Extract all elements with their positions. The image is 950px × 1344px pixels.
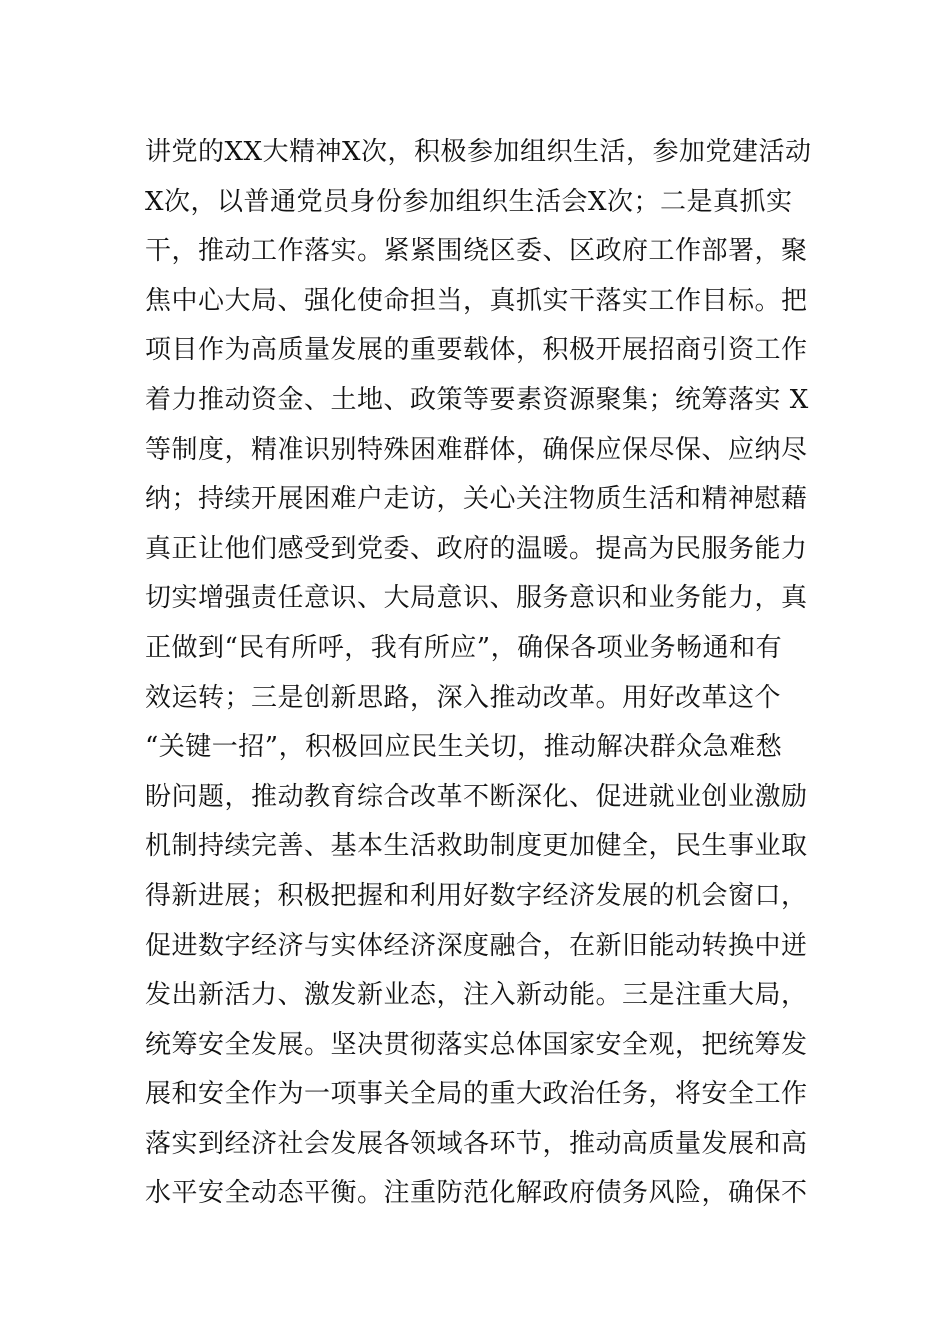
text-line-20: 展和安全作为一项事关全局的重大政治任务，将安全工作 [145, 1079, 808, 1110]
text-line-5: 项目作为高质量发展的重要载体，积极开展招商引资工作 [145, 335, 808, 366]
text-line-12: 效运转；三是创新思路，深入推动改革。用好改革这个 [145, 682, 782, 713]
text-line-22: 水平安全动态平衡。注重防范化解政府债务风险，确保不 [145, 1178, 808, 1209]
text-line-7: 等制度，精准识别特殊困难群体，确保应保尽保、应纳尽 [145, 434, 808, 465]
text-line-3: 干，推动工作落实。紧紧围绕区委、区政府工作部署，聚 [145, 236, 808, 267]
text-line-8: 纳；持续开展困难户走访，关心关注物质生活和精神慰藉 [145, 484, 808, 515]
text-line-11: 正做到“民有所呼，我有所应”，确保各项业务畅通和有 [145, 632, 783, 663]
text-line-6: 着力推动资金、土地、政策等要素资源聚集；统筹落实 X [145, 384, 809, 415]
text-line-19: 统筹安全发展。坚决贯彻落实总体国家安全观，把统筹发 [145, 1029, 808, 1060]
text-line-10: 切实增强责任意识、大局意识、服务意识和业务能力，真 [145, 583, 808, 614]
text-line-17: 促进数字经济与实体经济深度融合，在新旧能动转换中迸 [145, 930, 808, 961]
body-text [145, 128, 815, 1219]
text-line-16: 得新进展；积极把握和利用好数字经济发展的机会窗口， [145, 880, 808, 911]
text-line-14: 盼问题，推动教育综合改革不断深化、促进就业创业激励 [145, 781, 808, 812]
text-line-9: 真正让他们感受到党委、政府的温暖。提高为民服务能力 [145, 533, 808, 564]
text-line-2: X次，以普通党员身份参加组织生活会X次；二是真抓实 [145, 186, 793, 217]
text-line-18: 发出新活力、激发新业态，注入新动能。三是注重大局， [145, 980, 808, 1011]
text-line-1: 讲党的XX大精神X次，积极参加组织生活，参加党建活动 [145, 137, 812, 167]
text-line-15: 机制持续完善、基本生活救助制度更加健全，民生事业取 [145, 831, 808, 862]
text-line-21: 落实到经济社会发展各领域各环节，推动高质量发展和高 [145, 1128, 808, 1159]
text-line-13: “关键一招”，积极回应民生关切，推动解决群众急难愁 [145, 732, 783, 763]
text-line-4: 焦中心大局、强化使命担当，真抓实干落实工作目标。把 [145, 285, 808, 316]
